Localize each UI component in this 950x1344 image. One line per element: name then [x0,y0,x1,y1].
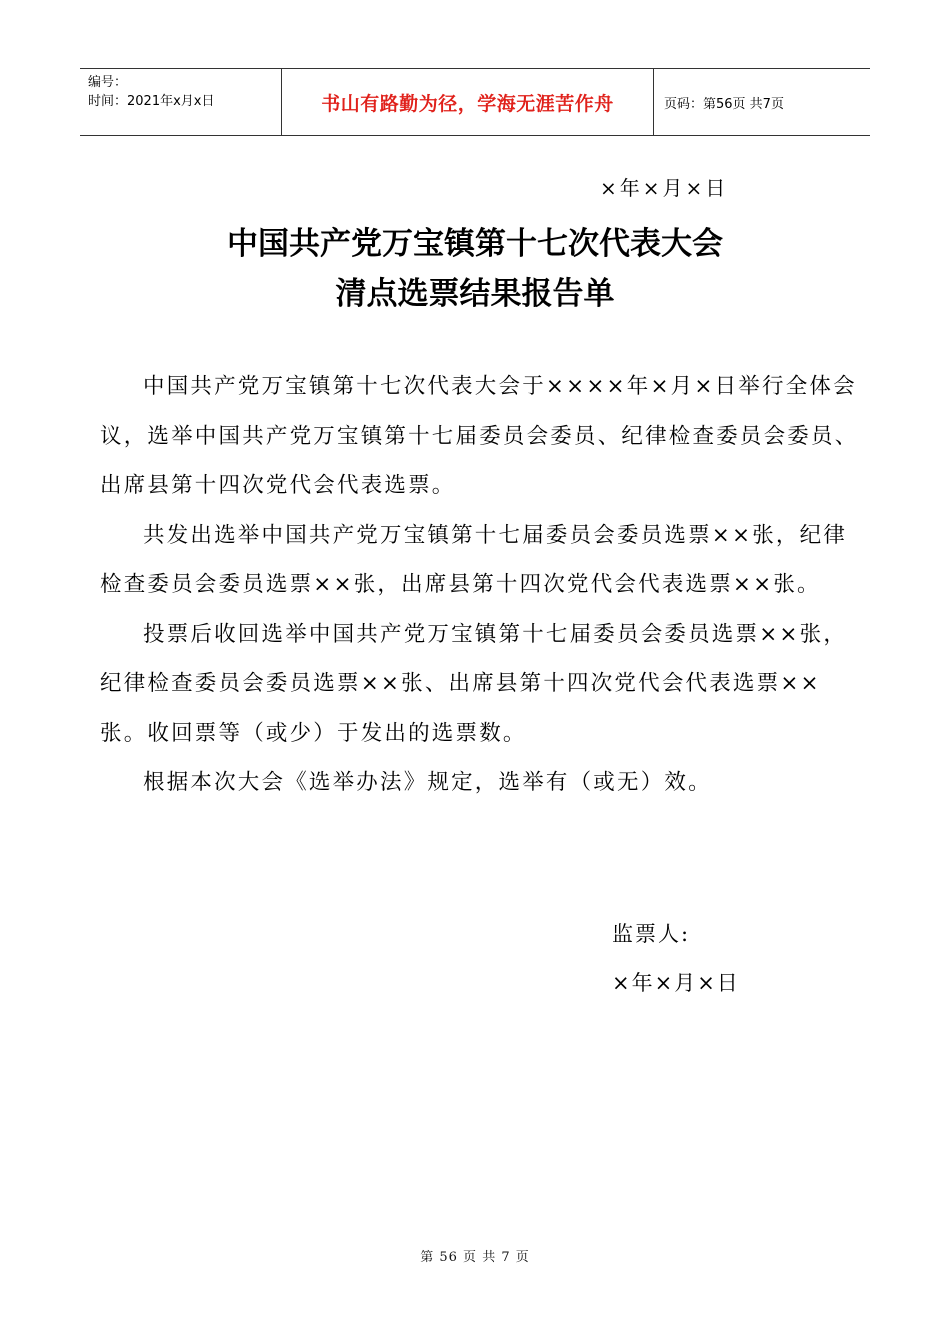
document-body [100,362,860,808]
document-title-line2: 清点选票结果报告单 [335,276,615,312]
document-date: ×年×月×日 [600,176,729,200]
page-header [80,68,870,136]
time-label: 时间：2021年x月x日 [88,94,215,109]
monitor-signature-label: 监票人: [612,922,691,946]
header-motto: 书山有路勤为径，学海无涯苦作舟 [281,69,654,135]
header-page-info: 页码：第56页 共7页 [664,96,784,112]
body-paragraph-2: 共发出选举中国共产党万宝镇第十七届委员会委员选票××张，纪律检查委员会委员选票××张，出席县第十四次党代会代表选票××张。 [100,522,848,597]
header-left [80,69,281,135]
body-paragraph-4: 根据本次大会《选举办法》规定，选举有（或无）效。 [143,770,712,795]
body-paragraph-3: 投票后收回选举中国共产党万宝镇第十七届委员会委员选票××张，纪律检查委员会委员选票××张、出席县第十四次党代会代表选票××张。收回票等（或少）于发出的选票数。 [100,621,848,746]
number-label: 编号： [88,75,128,90]
page-footer: 第 56 页 共 7 页 [420,1250,530,1265]
body-paragraph-1: 中国共产党万宝镇第十七次代表大会于××××年×月×日举行全体会议，选举中国共产党万宝镇第十七届委员会委员、纪律检查委员会委员、出席县第十四次党代会代表选票。 [100,374,859,498]
document-title-line1: 中国共产党万宝镇第十七次代表大会 [227,226,723,262]
signature-date: ×年×月×日 [612,971,740,995]
